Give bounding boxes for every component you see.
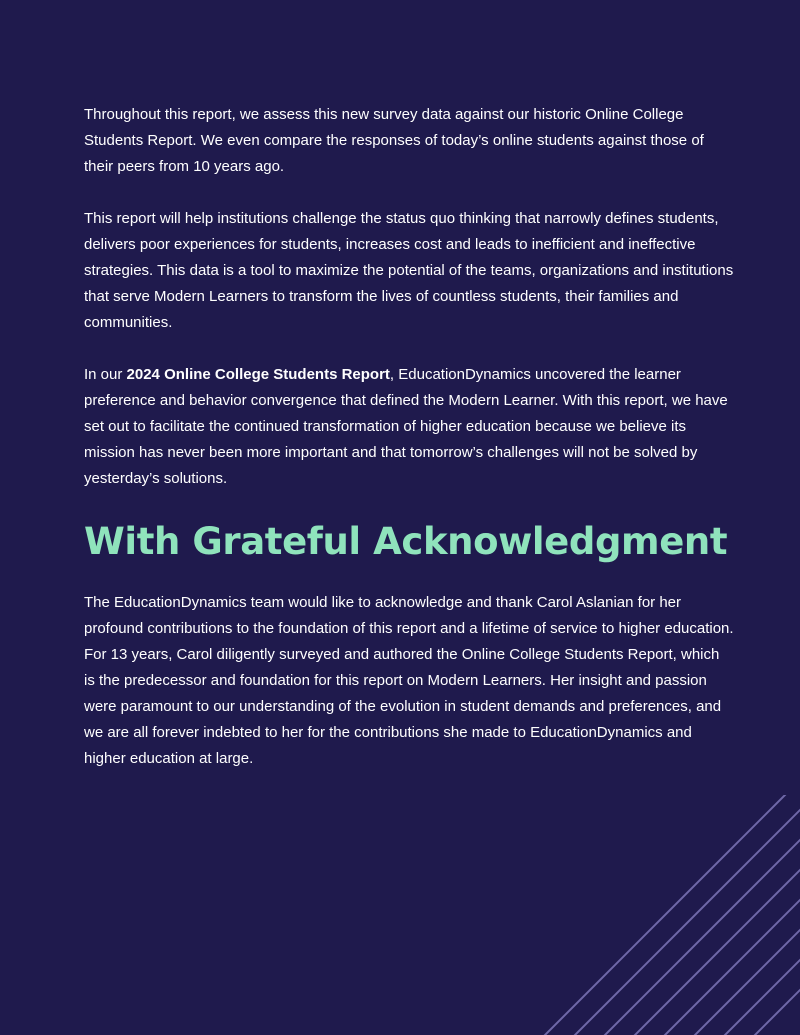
- decor-diagonal-line: [660, 895, 800, 1035]
- acknowledgment-heading: With Grateful Acknowledgment: [84, 520, 728, 563]
- decor-diagonal-line: [600, 835, 800, 1035]
- decor-diagonal-line: [630, 865, 800, 1035]
- intro-paragraph-1: Throughout this report, we assess this new survey data against our historic Online College Students Report. We even compare the responses of today’s online students against those of their peers from 10 years ago.: [84, 106, 704, 175]
- diagonal-lines-graphic: [540, 795, 800, 1035]
- acknowledgment-paragraph: The EducationDynamics team would like to acknowledge and thank Carol Aslanian for her profound contributions to the foundation of this report and a lifetime of service to higher education. For 13 years, Carol diligently surveyed and authored the Online College Students Report, which is the predecessor and foundation for this report on Modern Learners. Her insight and passion were paramount to our understanding of the evolution in student demands and preferences, and we are all forever indebted to her for the contributions she made to EducationDynamics and higher education at large.: [84, 594, 734, 767]
- intro-paragraph-2: This report will help institutions challenge the status quo thinking that narrowly defines students, delivers poor experiences for students, increases cost and leads to inefficient and ineffective strategies. This data is a tool to maximize the potential of the teams, organizations and institutions that serve Modern Learners to transform the lives of countless students, their families and communities.: [84, 210, 734, 331]
- decor-diagonal-line: [690, 925, 800, 1035]
- paragraph-3-prefix: In our: [84, 366, 127, 383]
- report-title-emphasis: 2024 Online College Students Report: [126, 366, 390, 383]
- main-content: [84, 102, 734, 798]
- decor-diagonal-line: [750, 985, 800, 1035]
- decor-diagonal-line: [570, 805, 800, 1035]
- diagonal-lines-decoration: [540, 795, 800, 1035]
- intro-paragraph-3: [84, 362, 734, 492]
- paragraph-3-suffix: , EducationDynamics uncovered the learner preference and behavior convergence that defined the Modern Learner. With this report, we have set out to facilitate the continued transformation of higher education because we believe its mission has never been more important and that tomorrow’s challenges will not be solved by yesterday’s solutions.: [84, 366, 728, 487]
